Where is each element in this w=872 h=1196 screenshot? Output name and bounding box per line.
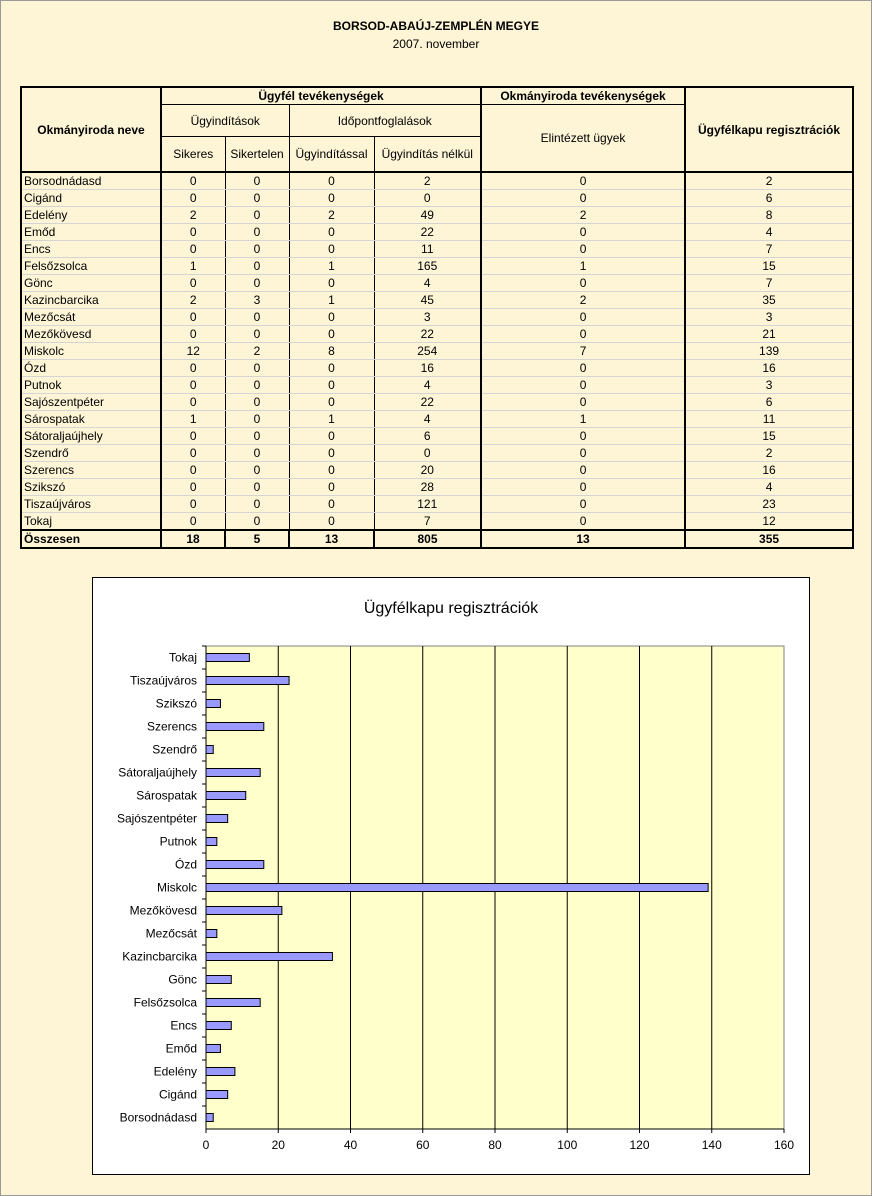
table-cell: 0	[481, 496, 685, 513]
table-cell: 0	[225, 275, 289, 292]
bar	[206, 769, 260, 777]
table-cell: 8	[685, 207, 853, 224]
total-cell: 5	[225, 530, 289, 548]
table-cell: 23	[685, 496, 853, 513]
without-case-start-header: Ügyindítás nélkül	[374, 137, 481, 173]
table-cell: 1	[161, 411, 225, 428]
bar	[206, 654, 249, 662]
y-tick-label: Ózd	[174, 857, 197, 872]
table-cell: 0	[481, 275, 685, 292]
table-cell: 15	[685, 428, 853, 445]
table-cell: 0	[289, 377, 374, 394]
bar	[206, 884, 708, 892]
table-cell: 3	[374, 309, 481, 326]
table-cell: 0	[481, 326, 685, 343]
table-cell: 8	[289, 343, 374, 360]
bar	[206, 746, 213, 754]
office-name-cell: Ózd	[21, 360, 161, 377]
office-name-cell: Tokaj	[21, 513, 161, 531]
table-cell: 7	[685, 275, 853, 292]
office-name-cell: Tiszaújváros	[21, 496, 161, 513]
x-tick-label: 120	[629, 1138, 650, 1152]
office-name-cell: Szendrő	[21, 445, 161, 462]
unsuccessful-header: Sikertelen	[225, 137, 289, 173]
table-cell: 139	[685, 343, 853, 360]
table-cell: 0	[289, 496, 374, 513]
table-cell: 0	[225, 241, 289, 258]
table-cell: 0	[289, 326, 374, 343]
table-cell: 0	[161, 326, 225, 343]
table-cell: 0	[161, 309, 225, 326]
table-row	[21, 496, 853, 513]
table-cell: 3	[685, 377, 853, 394]
table-row	[21, 275, 853, 292]
office-name-cell: Miskolc	[21, 343, 161, 360]
table-cell: 0	[225, 479, 289, 496]
office-name-cell: Kazincbarcika	[21, 292, 161, 309]
table-cell: 0	[289, 309, 374, 326]
bar	[206, 1114, 213, 1122]
y-tick-label: Sárospatak	[136, 788, 197, 803]
successful-header: Sikeres	[161, 137, 225, 173]
table-cell: 0	[289, 190, 374, 207]
table-cell: 4	[374, 411, 481, 428]
office-name-cell: Sajószentpéter	[21, 394, 161, 411]
table-cell: 12	[161, 343, 225, 360]
office-name-cell: Mezőkövesd	[21, 326, 161, 343]
table-cell: 1	[289, 411, 374, 428]
bar	[206, 999, 260, 1007]
office-name-cell: Encs	[21, 241, 161, 258]
table-cell: 0	[161, 190, 225, 207]
table-cell: 0	[225, 360, 289, 377]
table-cell: 1	[481, 258, 685, 275]
total-cell: 13	[289, 530, 374, 548]
table-cell: 7	[374, 513, 481, 531]
table-cell: 49	[374, 207, 481, 224]
bar	[206, 723, 264, 731]
y-tick-label: Gönc	[168, 972, 197, 987]
table-cell: 0	[161, 394, 225, 411]
table-cell: 0	[289, 172, 374, 190]
table-cell: 0	[481, 190, 685, 207]
table-cell: 0	[161, 462, 225, 479]
appointments-header: Időpontfoglalások	[289, 105, 481, 137]
y-tick-label: Cigánd	[158, 1087, 197, 1102]
table-row	[21, 343, 853, 360]
table-cell: 0	[161, 241, 225, 258]
table-cell: 0	[481, 224, 685, 241]
table-cell: 20	[374, 462, 481, 479]
office-name-cell: Sárospatak	[21, 411, 161, 428]
table-cell: 2	[161, 292, 225, 309]
table-cell: 21	[685, 326, 853, 343]
table-cell: 0	[481, 377, 685, 394]
statistics-table	[20, 86, 854, 549]
table-cell: 45	[374, 292, 481, 309]
table-cell: 11	[374, 241, 481, 258]
y-tick-label: Edelény	[153, 1064, 197, 1079]
total-cell: 355	[685, 530, 853, 548]
office-name-cell: Cigánd	[21, 190, 161, 207]
y-tick-label: Sátoraljaújhely	[118, 765, 197, 780]
table-cell: 16	[374, 360, 481, 377]
table-cell: 121	[374, 496, 481, 513]
y-tick-label: Borsodnádasd	[119, 1110, 197, 1125]
table-cell: 22	[374, 326, 481, 343]
table-cell: 0	[289, 479, 374, 496]
table-cell: 0	[225, 172, 289, 190]
bar	[206, 976, 231, 984]
table-cell: 0	[481, 462, 685, 479]
table-cell: 22	[374, 394, 481, 411]
table-cell: 0	[374, 445, 481, 462]
table-row	[21, 411, 853, 428]
table-cell: 22	[374, 224, 481, 241]
table-cell: 0	[225, 462, 289, 479]
table-row	[21, 462, 853, 479]
bar	[206, 838, 217, 846]
table-cell: 2	[289, 207, 374, 224]
case-starts-header: Ügyindítások	[161, 105, 289, 137]
table-cell: 0	[481, 479, 685, 496]
table-row	[21, 190, 853, 207]
y-tick-label: Tiszaújváros	[130, 673, 197, 688]
customer-activities-header: Ügyfél tevékenységek	[161, 87, 481, 105]
handled-cases-header: Elintézett ügyek	[481, 105, 685, 173]
registrations-header: Ügyfélkapu regisztrációk	[685, 87, 853, 172]
table-cell: 0	[161, 377, 225, 394]
x-tick-label: 160	[773, 1138, 795, 1152]
table-cell: 2	[481, 292, 685, 309]
table-cell: 0	[161, 275, 225, 292]
table-cell: 0	[289, 394, 374, 411]
bar	[206, 1091, 228, 1099]
table-cell: 3	[225, 292, 289, 309]
table-cell: 4	[685, 479, 853, 496]
registrations-chart	[92, 577, 810, 1175]
table-row	[21, 172, 853, 190]
table-cell: 7	[481, 343, 685, 360]
y-tick-label: Putnok	[159, 834, 197, 849]
table-cell: 35	[685, 292, 853, 309]
table-cell: 0	[289, 462, 374, 479]
table-cell: 4	[374, 377, 481, 394]
table-row	[21, 258, 853, 275]
x-tick-label: 0	[202, 1138, 210, 1152]
table-cell: 1	[161, 258, 225, 275]
table-cell: 0	[225, 445, 289, 462]
x-tick-label: 40	[343, 1138, 358, 1152]
table-cell: 2	[374, 172, 481, 190]
total-label: Összesen	[21, 530, 161, 548]
y-tick-label: Mezőkövesd	[129, 903, 197, 918]
total-cell: 18	[161, 530, 225, 548]
table-cell: 0	[481, 445, 685, 462]
table-cell: 4	[374, 275, 481, 292]
office-name-cell: Borsodnádasd	[21, 172, 161, 190]
table-cell: 0	[481, 241, 685, 258]
y-tick-label: Emőd	[165, 1041, 197, 1056]
bar	[206, 1045, 220, 1053]
table-cell: 0	[481, 172, 685, 190]
table-row	[21, 207, 853, 224]
table-row	[21, 445, 853, 462]
table-cell: 0	[161, 479, 225, 496]
table-cell: 0	[374, 190, 481, 207]
table-cell: 4	[685, 224, 853, 241]
table-cell: 0	[225, 394, 289, 411]
table-row	[21, 326, 853, 343]
table-cell: 0	[161, 360, 225, 377]
office-name-cell: Felsőzsolca	[21, 258, 161, 275]
chart-canvas	[93, 578, 809, 1174]
total-cell: 805	[374, 530, 481, 548]
table-cell: 6	[374, 428, 481, 445]
table-cell: 2	[481, 207, 685, 224]
bar	[206, 953, 332, 961]
x-tick-label: 20	[271, 1138, 285, 1152]
table-cell: 6	[685, 394, 853, 411]
office-name-cell: Sátoraljaújhely	[21, 428, 161, 445]
x-tick-label: 60	[416, 1138, 430, 1152]
table-cell: 0	[481, 360, 685, 377]
y-tick-label: Szikszó	[155, 696, 197, 711]
table-cell: 7	[685, 241, 853, 258]
x-tick-label: 140	[701, 1138, 722, 1152]
table-cell: 0	[225, 224, 289, 241]
table-cell: 0	[289, 428, 374, 445]
bar	[206, 700, 220, 708]
y-tick-label: Sajószentpéter	[116, 811, 197, 826]
y-tick-label: Tokaj	[168, 650, 197, 665]
table-cell: 0	[225, 496, 289, 513]
table-cell: 0	[225, 377, 289, 394]
bar	[206, 930, 217, 938]
table-cell: 16	[685, 360, 853, 377]
table-cell: 2	[161, 207, 225, 224]
y-tick-label: Szerencs	[146, 719, 197, 734]
total-row	[21, 530, 853, 548]
table-cell: 0	[225, 326, 289, 343]
table-cell: 0	[481, 394, 685, 411]
table-cell: 254	[374, 343, 481, 360]
table-cell: 2	[685, 445, 853, 462]
table-row	[21, 224, 853, 241]
table-cell: 12	[685, 513, 853, 531]
bar	[206, 861, 264, 869]
total-cell: 13	[481, 530, 685, 548]
table-cell: 0	[289, 241, 374, 258]
table-cell: 1	[481, 411, 685, 428]
table-cell: 0	[289, 445, 374, 462]
table-cell: 0	[161, 496, 225, 513]
table-cell: 0	[225, 190, 289, 207]
table-cell: 0	[481, 513, 685, 531]
y-tick-label: Kazincbarcika	[122, 949, 197, 964]
y-tick-label: Szendrő	[152, 742, 197, 757]
office-name-cell: Emőd	[21, 224, 161, 241]
table-cell: 28	[374, 479, 481, 496]
office-name-cell: Szikszó	[21, 479, 161, 496]
bar	[206, 1068, 235, 1076]
table-cell: 1	[289, 258, 374, 275]
table-cell: 0	[225, 428, 289, 445]
y-tick-label: Miskolc	[156, 880, 197, 895]
with-case-start-header: Ügyindítással	[289, 137, 374, 173]
office-name-cell: Szerencs	[21, 462, 161, 479]
table-cell: 3	[685, 309, 853, 326]
x-tick-label: 100	[557, 1138, 578, 1152]
table-row	[21, 360, 853, 377]
office-activities-header: Okmányiroda tevékenységek	[481, 87, 685, 105]
office-name-cell: Mezőcsát	[21, 309, 161, 326]
table-row	[21, 479, 853, 496]
table-cell: 6	[685, 190, 853, 207]
table-cell: 0	[225, 309, 289, 326]
table-cell: 2	[225, 343, 289, 360]
table-cell: 1	[289, 292, 374, 309]
y-tick-label: Encs	[170, 1018, 197, 1033]
bar	[206, 792, 246, 800]
table-row	[21, 241, 853, 258]
table-cell: 0	[161, 172, 225, 190]
bar	[206, 907, 282, 915]
table-row	[21, 377, 853, 394]
table-cell: 0	[289, 360, 374, 377]
y-tick-label: Mezőcsát	[145, 926, 197, 941]
table-cell: 0	[481, 428, 685, 445]
table-cell: 0	[289, 224, 374, 241]
chart-title: Ügyfélkapu regisztrációk	[363, 600, 539, 617]
table-cell: 0	[289, 275, 374, 292]
table-cell: 165	[374, 258, 481, 275]
table-cell: 0	[225, 258, 289, 275]
table-cell: 15	[685, 258, 853, 275]
table-row	[21, 394, 853, 411]
office-name-header: Okmányiroda neve	[21, 87, 161, 172]
table-row	[21, 309, 853, 326]
table-cell: 0	[481, 309, 685, 326]
table-cell: 2	[685, 172, 853, 190]
page-title: BORSOD-ABAÚJ-ZEMPLÉN MEGYE	[332, 19, 539, 33]
y-tick-label: Felsőzsolca	[133, 995, 197, 1010]
table-row	[21, 513, 853, 531]
table-cell: 16	[685, 462, 853, 479]
bar	[206, 1022, 231, 1030]
office-name-cell: Putnok	[21, 377, 161, 394]
table-cell: 0	[225, 513, 289, 531]
x-tick-label: 80	[488, 1138, 502, 1152]
table-cell: 0	[161, 428, 225, 445]
table-cell: 0	[225, 207, 289, 224]
table-cell: 0	[161, 513, 225, 531]
bar	[206, 815, 228, 823]
table-row	[21, 292, 853, 309]
table-cell: 0	[161, 445, 225, 462]
bar	[206, 677, 289, 685]
page-subtitle: 2007. november	[392, 37, 480, 51]
table-row	[21, 428, 853, 445]
table-cell: 11	[685, 411, 853, 428]
table-cell: 0	[225, 411, 289, 428]
office-name-cell: Gönc	[21, 275, 161, 292]
table-cell: 0	[289, 513, 374, 531]
office-name-cell: Edelény	[21, 207, 161, 224]
table-cell: 0	[161, 224, 225, 241]
